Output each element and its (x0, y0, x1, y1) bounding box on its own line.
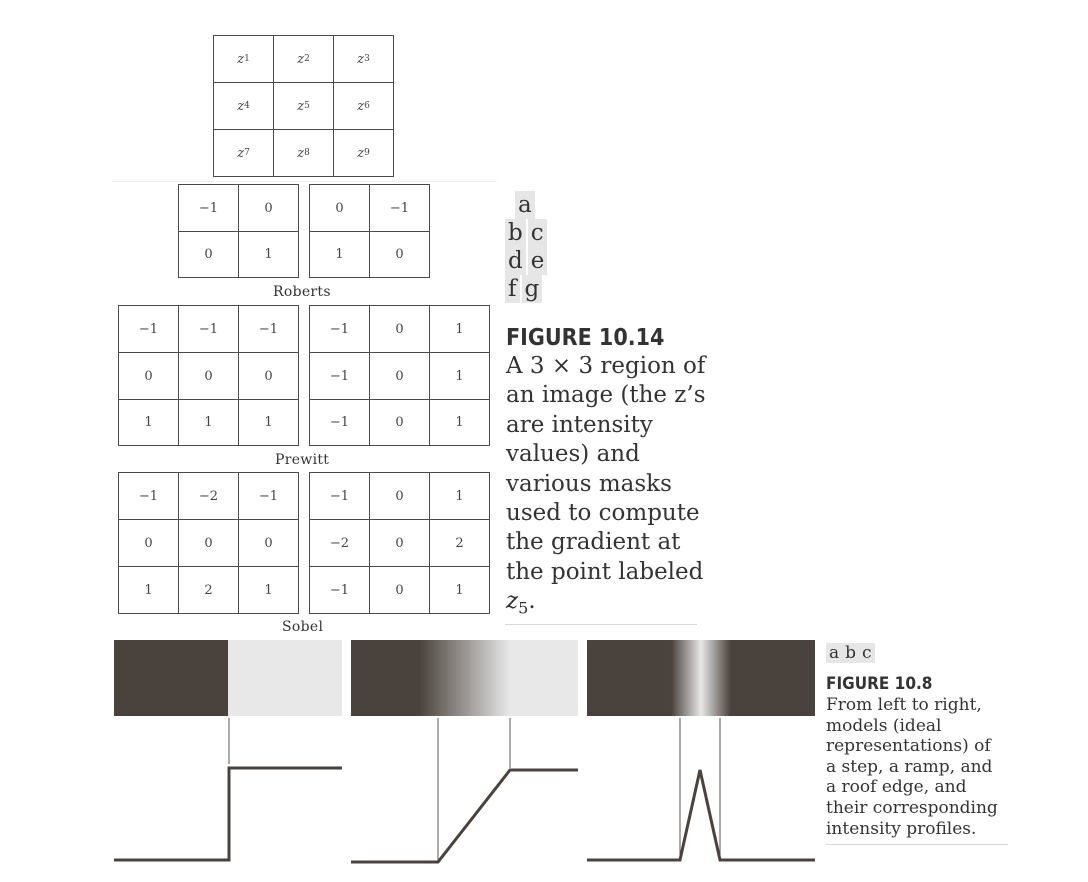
caption-line: the point labeled (506, 558, 704, 585)
mask-cell: 0 (179, 520, 239, 567)
ramp-profile-line (351, 770, 578, 862)
mask-cell: −1 (179, 306, 239, 353)
mask-cell: 0 (310, 185, 370, 232)
profile-guide-lines (229, 718, 720, 862)
mask-cell: −1 (310, 567, 370, 614)
region-cell: z 6 (334, 83, 394, 130)
caption-line: $z_5$. (506, 588, 536, 618)
mask-cell: −1 (310, 306, 370, 353)
sobel-label: Sobel (282, 619, 324, 635)
mask-cell: 0 (239, 185, 299, 232)
mask-cell: −1 (239, 473, 299, 520)
mask-cell: 1 (239, 232, 299, 278)
mask-cell: 0 (370, 353, 430, 400)
mask-cell: 1 (119, 567, 179, 614)
figure-10-8-caption (826, 695, 998, 839)
mask-cell: −1 (370, 185, 430, 232)
mask-cell: −1 (310, 473, 370, 520)
caption-line: From left to right, (826, 695, 982, 715)
mask-cell: −2 (179, 473, 239, 520)
caption-line: representations) of (826, 736, 991, 757)
mask-cell: −1 (310, 353, 370, 400)
roberts-label: Roberts (273, 284, 331, 300)
subfigure-label: g (522, 275, 543, 303)
mask-cell: −1 (310, 400, 370, 446)
caption-line: values) and (506, 441, 640, 468)
subfigure-label: b (842, 643, 859, 663)
caption-line: A 3 × 3 region of (506, 353, 706, 379)
subfigure-label: c (528, 219, 547, 247)
subfigure-labels-10-8 (826, 643, 875, 663)
mask-cell: 1 (239, 400, 299, 446)
mask-cell: −1 (119, 473, 179, 520)
region-cell: z 5 (274, 83, 334, 130)
figure-10-8-title: FIGURE 10.8 (826, 674, 933, 694)
mask-cell: 1 (430, 473, 490, 520)
caption-line: models (ideal (826, 715, 942, 736)
region-cell: z 4 (214, 83, 274, 130)
prewitt-label: Prewitt (275, 452, 330, 468)
caption-line: a roof edge, and (826, 777, 967, 798)
mask-cell: 0 (239, 353, 299, 400)
mask-cell: 0 (370, 520, 430, 567)
step-profile-line (114, 768, 342, 860)
mask-cell: 1 (310, 232, 370, 278)
mask-cell: 1 (239, 567, 299, 614)
mask-cell: −2 (310, 520, 370, 567)
region-cell: z 7 (214, 130, 274, 177)
mask-cell: 2 (179, 567, 239, 614)
region-cell: z 1 (214, 36, 274, 83)
mask-cell: 0 (370, 567, 430, 614)
region-cell: z 9 (334, 130, 394, 177)
caption-line: are intensity (506, 411, 653, 438)
mask-cell: 0 (179, 232, 239, 278)
mask-cell: −1 (119, 306, 179, 353)
subfigure-label: d (505, 247, 526, 275)
roof-profile-line (587, 770, 815, 860)
region-cell: z 8 (274, 130, 334, 177)
caption-line: intensity profiles. (826, 818, 977, 839)
mask-cell: 2 (430, 520, 490, 567)
region-cell: z 3 (334, 36, 394, 83)
subfigure-label: f (505, 275, 520, 303)
subfigure-label: e (528, 247, 548, 275)
mask-cell: −1 (179, 185, 239, 232)
subfigure-label: c (859, 643, 875, 663)
mask-cell: 0 (179, 353, 239, 400)
region-cell: z 2 (274, 36, 334, 83)
mask-cell: 1 (430, 306, 490, 353)
mask-cell: 0 (119, 520, 179, 567)
mask-cell: 0 (370, 400, 430, 446)
caption-line: various masks (506, 470, 672, 497)
caption-rule-10-8 (826, 844, 1008, 845)
subfigure-label: a (515, 191, 535, 219)
mask-cell: 1 (430, 567, 490, 614)
mask-cell: 1 (179, 400, 239, 446)
subfigure-label: a (826, 643, 842, 663)
mask-cell: 0 (239, 520, 299, 567)
caption-line: the gradient at (506, 529, 681, 556)
figure-10-14-title: FIGURE 10.14 (506, 325, 665, 351)
mask-cell: −1 (239, 306, 299, 353)
mask-cell: 0 (370, 232, 430, 278)
caption-line: used to compute (506, 500, 700, 527)
mask-cell: 1 (430, 400, 490, 446)
mask-cell: 1 (119, 400, 179, 446)
caption-line: an image (the z’s (506, 382, 706, 409)
mask-cell: 0 (119, 353, 179, 400)
mask-cell: 0 (370, 473, 430, 520)
caption-line: their corresponding (826, 797, 998, 818)
mask-cell: 0 (370, 306, 430, 353)
caption-line: a step, a ramp, and (826, 756, 993, 777)
mask-cell: 1 (430, 353, 490, 400)
subfigure-label: b (505, 219, 526, 247)
